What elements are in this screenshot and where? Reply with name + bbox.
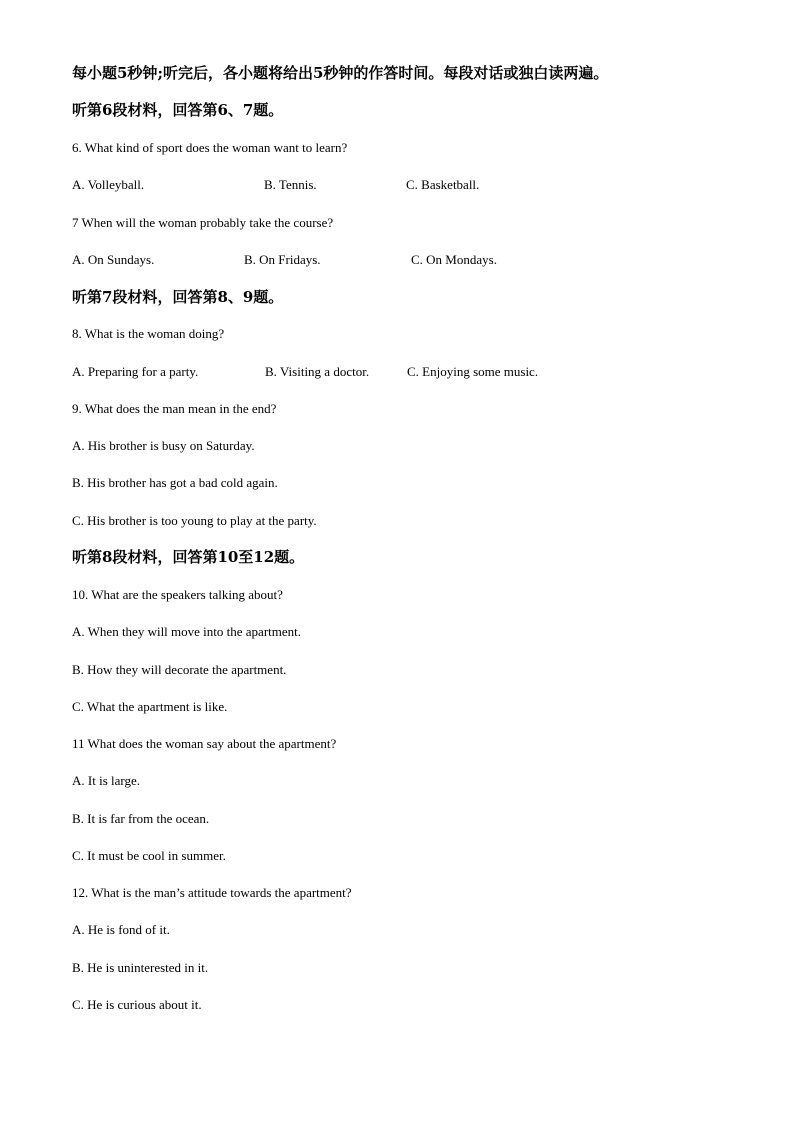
- question-12-option-c: C. He is curious about it.: [72, 997, 202, 1012]
- question-10-option-c: C. What the apartment is like.: [72, 699, 228, 714]
- question-11-option-c: C. It must be cool in summer.: [72, 848, 226, 863]
- question-8-stem: 8. What is the woman doing?: [72, 326, 225, 341]
- question-12-option-b: B. He is uninterested in it.: [72, 960, 209, 975]
- question-8-option-a: A. Preparing for a party.: [72, 364, 199, 379]
- question-10-stem: 10. What are the speakers talking about?: [72, 587, 283, 602]
- question-10-option-b: B. How they will decorate the apartment.: [72, 662, 287, 677]
- question-7-option-c: C. On Mondays.: [411, 252, 497, 267]
- question-6-option-c: C. Basketball.: [406, 177, 480, 192]
- question-7-stem: 7 When will the woman probably take the course?: [72, 215, 334, 230]
- question-10-option-a: A. When they will move into the apartment.: [72, 624, 302, 639]
- question-9-stem: 9. What does the man mean in the end?: [72, 401, 277, 416]
- question-11-option-a: A. It is large.: [72, 773, 140, 788]
- question-9-option-b: B. His brother has got a bad cold again.: [72, 475, 278, 490]
- question-12-option-a: A. He is fond of it.: [72, 922, 170, 937]
- question-8-option-b: B. Visiting a doctor.: [265, 364, 370, 379]
- question-9-option-a: A. His brother is busy on Saturday.: [72, 438, 255, 453]
- section-8-heading: 听第8段材料，回答第10至12题。: [72, 548, 305, 566]
- instructions-text: 每小题5秒钟;听完后，各小题将给出5秒钟的作答时间。每段对话或独白读两遍。: [72, 64, 609, 82]
- question-8-option-c: C. Enjoying some music.: [407, 364, 539, 379]
- question-11-stem: 11 What does the woman say about the apartment?: [72, 736, 337, 751]
- question-7-option-a: A. On Sundays.: [72, 252, 155, 267]
- question-11-option-b: B. It is far from the ocean.: [72, 811, 210, 826]
- question-7-option-b: B. On Fridays.: [244, 252, 321, 267]
- question-6-stem: 6. What kind of sport does the woman want to learn?: [72, 140, 348, 155]
- question-12-stem: 12. What is the man’s attitude towards the apartment?: [72, 885, 352, 900]
- question-9-option-c: C. His brother is too young to play at the party.: [72, 513, 317, 528]
- section-7-heading: 听第7段材料，回答第8、9题。: [72, 288, 284, 306]
- question-6-option-b: B. Tennis.: [264, 177, 317, 192]
- question-6-option-a: A. Volleyball.: [72, 177, 145, 192]
- section-6-heading: 听第6段材料，回答第6、7题。: [72, 101, 284, 119]
